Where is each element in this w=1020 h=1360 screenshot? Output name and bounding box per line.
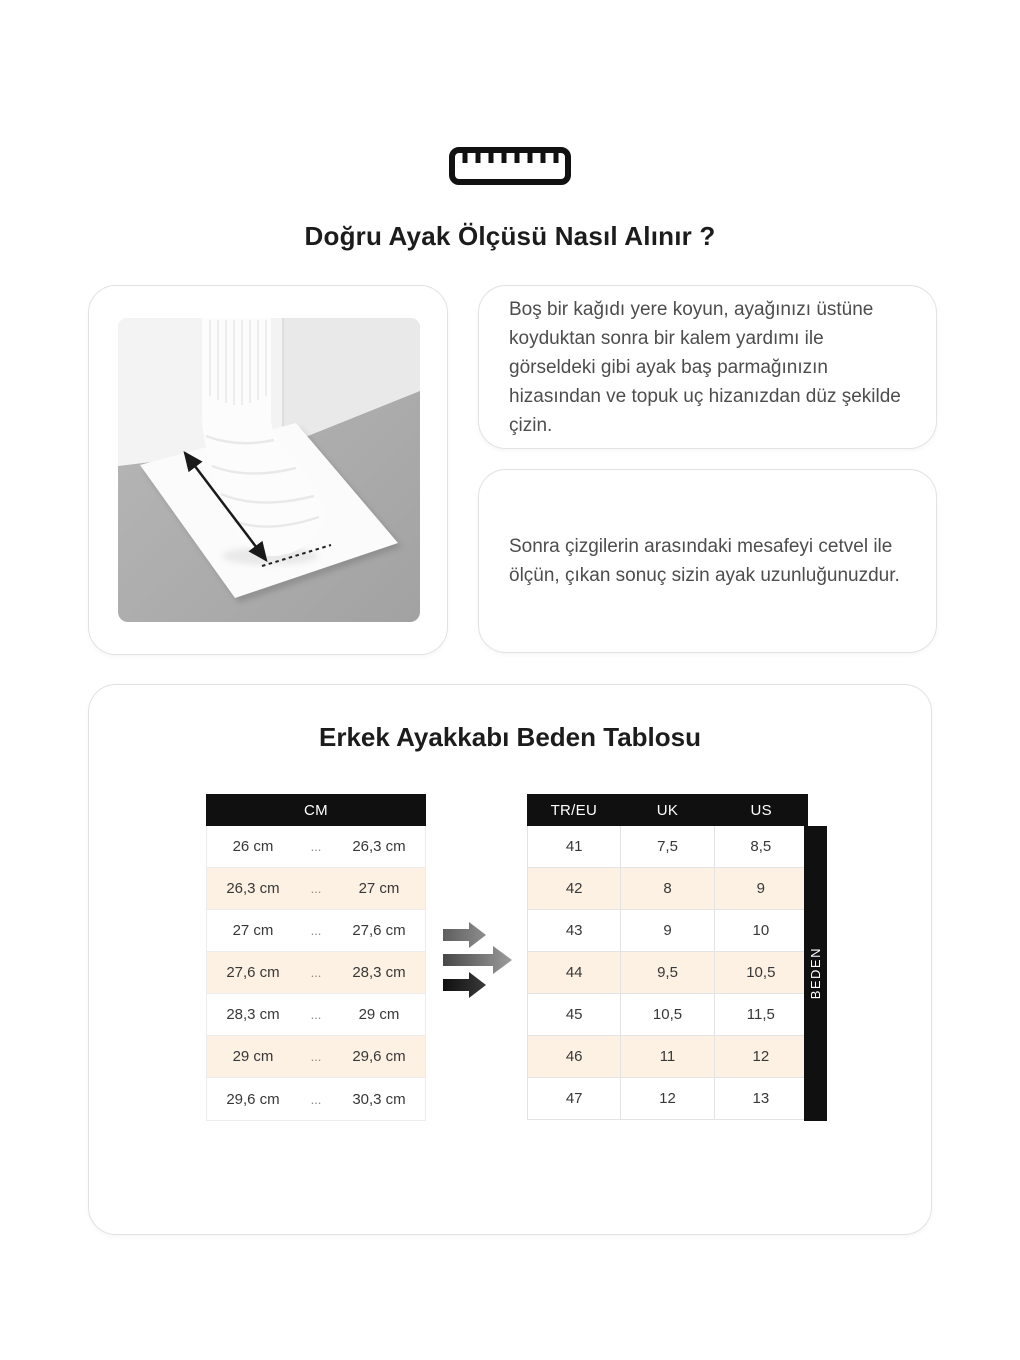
size-table-row: [528, 952, 808, 994]
range-separator: ...: [310, 965, 322, 980]
size-column-header: UK: [656, 801, 679, 819]
size-cell: 9,5: [621, 952, 714, 994]
cm-table-row: [207, 826, 425, 868]
cm-range-from: 26 cm: [232, 838, 274, 855]
size-table-row: [528, 1078, 808, 1120]
cm-range-to: 30,3 cm: [352, 1090, 406, 1108]
cm-range-from: 29,6 cm: [226, 1090, 280, 1108]
instruction-text-1: Boş bir kağıdı yere koyun, ayağınızı üstüne koyduktan sonra bir kalem yardımı ile görseldeki gibi ayak baş parmağınızın hizasından ve topuk uç hizanızdan düz şekilde çizin.: [509, 298, 901, 436]
size-table-row: [528, 868, 808, 910]
size-cell: 42: [528, 868, 621, 910]
size-table-header: [527, 794, 808, 826]
size-table-row: [528, 994, 808, 1036]
cm-range-from: 29 cm: [232, 1048, 274, 1065]
size-cell: 12: [621, 1078, 714, 1120]
cm-table-row: [207, 910, 425, 952]
range-separator: ...: [310, 923, 322, 938]
ruler-icon: [448, 146, 572, 186]
size-cell: 11,5: [715, 994, 808, 1036]
cm-table-row: [207, 1078, 425, 1120]
size-table-row: [528, 826, 808, 868]
cm-table-row: [207, 994, 425, 1036]
size-cell: 10,5: [715, 952, 808, 994]
instruction-card-1: [478, 285, 937, 449]
cm-range-from: 27,6 cm: [226, 964, 280, 981]
size-cell: 45: [528, 994, 621, 1036]
size-table-body: [527, 826, 808, 1120]
cm-range-to: 26,3 cm: [352, 838, 406, 855]
size-table-row: [528, 910, 808, 952]
cm-table-header: CM: [206, 794, 426, 826]
cm-range-to: 27,6 cm: [352, 922, 406, 939]
conversion-arrows-icon: [441, 919, 515, 1001]
size-table-row: [528, 1036, 808, 1078]
size-cell: 44: [528, 952, 621, 994]
cm-range-to: 28,3 cm: [352, 964, 406, 981]
size-column-header: TR/EU: [550, 801, 598, 819]
size-cell: 7,5: [621, 826, 714, 868]
cm-range-to: 29 cm: [358, 1006, 400, 1023]
beden-label-bar: [804, 826, 827, 1121]
cm-range-from: 28,3 cm: [226, 1006, 280, 1023]
range-separator: ...: [310, 881, 322, 896]
size-cell: 13: [715, 1078, 808, 1120]
size-cell: 8,5: [715, 826, 808, 868]
cm-table: [206, 794, 426, 1121]
cm-table-row: [207, 868, 425, 910]
size-cell: 11: [621, 1036, 714, 1078]
range-separator: ...: [310, 839, 322, 854]
ruler-icon-svg: [448, 146, 572, 186]
size-chart-title: Erkek Ayakkabı Beden Tablosu: [319, 722, 701, 752]
range-separator: ...: [310, 1007, 322, 1022]
range-separator: ...: [310, 1091, 322, 1107]
instruction-text-2: Sonra çizgilerin arasındaki mesafeyi cetvel ile ölçün, çıkan sonuç sizin ayak uzunluğunuzdur.: [509, 536, 900, 586]
size-column-header: US: [750, 801, 772, 819]
cm-range-from: 26,3 cm: [226, 880, 280, 897]
size-cell: 10: [715, 910, 808, 952]
beden-label: BEDEN: [808, 947, 823, 1000]
cm-range-to: 29,6 cm: [352, 1048, 406, 1065]
size-cell: 43: [528, 910, 621, 952]
size-cell: 9: [715, 868, 808, 910]
size-cell: 9: [621, 910, 714, 952]
size-cell: 8: [621, 868, 714, 910]
cm-range-from: 27 cm: [232, 922, 274, 939]
instruction-card-2: [478, 469, 937, 653]
size-cell: 46: [528, 1036, 621, 1078]
page-title: Doğru Ayak Ölçüsü Nasıl Alınır ?: [304, 221, 716, 251]
foot-measurement-photo: [118, 318, 420, 622]
size-chart-card: [88, 684, 932, 1235]
size-cell: 41: [528, 826, 621, 868]
size-cell: 12: [715, 1036, 808, 1078]
size-cell: 47: [528, 1078, 621, 1120]
cm-table-row: [207, 952, 425, 994]
range-separator: ...: [310, 1049, 322, 1064]
size-cell: 10,5: [621, 994, 714, 1036]
cm-table-row: [207, 1036, 425, 1078]
measurement-photo-card: [88, 285, 448, 655]
cm-table-body: [206, 826, 426, 1121]
size-table: [527, 794, 808, 1120]
cm-range-to: 27 cm: [358, 880, 400, 897]
